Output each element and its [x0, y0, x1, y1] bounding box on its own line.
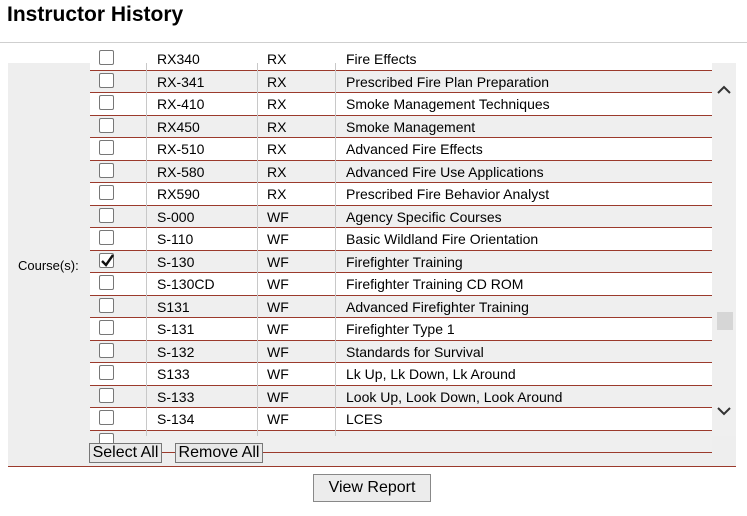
course-description: Prescribed Fire Behavior Analyst: [346, 186, 550, 202]
course-checkbox[interactable]: [99, 388, 114, 403]
course-label: Course(s):: [18, 258, 79, 273]
course-checkbox[interactable]: [99, 118, 114, 133]
course-category: RX: [267, 51, 287, 67]
course-description: Basic Wildland Fire Orientation: [346, 231, 539, 247]
course-row[interactable]: [90, 318, 712, 341]
course-row[interactable]: [90, 206, 712, 229]
course-checkbox-cell: [90, 318, 146, 340]
course-checkbox-cell: [90, 386, 146, 408]
course-code: RX590: [157, 186, 200, 202]
course-row[interactable]: [90, 386, 712, 409]
course-description: Firefighter Training: [346, 253, 463, 270]
course-row[interactable]: [90, 341, 712, 364]
course-category: RX: [267, 186, 287, 202]
course-description: Advanced Fire Effects: [346, 141, 483, 157]
course-checkbox[interactable]: [99, 208, 114, 223]
course-checkbox[interactable]: [99, 185, 114, 200]
course-row[interactable]: [90, 161, 712, 184]
course-category: WF: [267, 343, 289, 360]
course-description: Look Up, Look Down, Look Around: [346, 388, 563, 405]
course-code: RX-341: [157, 73, 205, 90]
course-checkbox[interactable]: [99, 365, 114, 380]
title-divider: [0, 42, 747, 43]
course-checkbox-cell: [90, 296, 146, 318]
course-code: RX-580: [157, 163, 205, 180]
course-row[interactable]: [90, 183, 712, 206]
course-category: RX: [267, 73, 287, 90]
page-title: Instructor History: [7, 3, 184, 26]
course-checkbox-cell: [90, 93, 146, 115]
course-row[interactable]: [90, 138, 712, 161]
course-description: Advanced Fire Use Applications: [346, 163, 544, 180]
select-all-button[interactable]: Select All: [89, 443, 162, 463]
course-checkbox-cell: [90, 116, 146, 138]
course-code: S-132: [157, 343, 195, 360]
course-code: S-000: [157, 208, 195, 225]
course-checkbox[interactable]: [99, 320, 114, 335]
course-row[interactable]: [90, 273, 712, 296]
course-checkbox-cell: [90, 363, 146, 385]
course-category: WF: [267, 253, 289, 270]
course-checkbox-cell: [90, 273, 146, 295]
course-description: Standards for Survival: [346, 343, 484, 360]
course-category: RX: [267, 96, 287, 112]
column-divider: [335, 63, 336, 436]
course-description: Lk Up, Lk Down, Lk Around: [346, 366, 516, 382]
course-checkbox[interactable]: [99, 343, 114, 358]
course-row[interactable]: [90, 71, 712, 94]
course-checkbox-cell: [90, 408, 146, 430]
course-code: S-130CD: [157, 276, 215, 292]
course-checkbox[interactable]: [99, 140, 114, 155]
course-category: WF: [267, 276, 289, 292]
course-checkbox[interactable]: [99, 95, 114, 110]
course-list[interactable]: [90, 51, 712, 436]
course-description: LCES: [346, 411, 383, 427]
course-category: RX: [267, 163, 287, 180]
course-code: S-130: [157, 253, 195, 270]
course-checkbox-cell: [90, 138, 146, 160]
course-code: S-134: [157, 411, 195, 427]
course-code: RX450: [157, 118, 200, 135]
course-checkbox[interactable]: [99, 163, 114, 178]
course-description: Advanced Firefighter Training: [346, 298, 529, 315]
chevron-up-icon[interactable]: [717, 85, 731, 95]
course-checkbox-cell: [90, 48, 146, 70]
course-code: RX-510: [157, 141, 205, 157]
view-report-button[interactable]: View Report: [313, 474, 431, 502]
course-category: WF: [267, 388, 289, 405]
course-checkbox-cell: [90, 228, 146, 250]
panel-divider: [8, 466, 736, 467]
course-checkbox-cell: [90, 206, 146, 228]
course-row[interactable]: [90, 408, 712, 431]
course-checkbox[interactable]: [99, 73, 114, 88]
course-checkbox[interactable]: [99, 230, 114, 245]
course-code: RX-410: [157, 96, 205, 112]
remove-all-button[interactable]: Remove All: [175, 443, 263, 463]
course-checkbox[interactable]: [99, 253, 114, 268]
course-category: WF: [267, 298, 289, 315]
chevron-down-icon[interactable]: [717, 406, 731, 416]
course-list-scrollbar[interactable]: [712, 63, 736, 436]
course-checkbox[interactable]: [99, 275, 114, 290]
course-category: WF: [267, 411, 289, 427]
column-divider: [257, 63, 258, 436]
course-description: Fire Effects: [346, 51, 417, 67]
course-checkbox[interactable]: [99, 298, 114, 313]
course-category: RX: [267, 118, 287, 135]
course-row[interactable]: [90, 93, 712, 116]
course-row[interactable]: [90, 363, 712, 386]
course-checkbox-cell: [90, 161, 146, 183]
course-category: WF: [267, 366, 289, 382]
course-checkbox[interactable]: [99, 410, 114, 425]
course-description: Prescribed Fire Plan Preparation: [346, 73, 550, 90]
course-row[interactable]: [90, 48, 712, 71]
column-divider: [146, 63, 147, 436]
course-category: RX: [267, 141, 287, 157]
course-code: S-131: [157, 321, 195, 337]
course-description: Smoke Management Techniques: [346, 96, 550, 112]
course-checkbox-cell: [90, 71, 146, 93]
course-code: S133: [157, 366, 190, 382]
course-row[interactable]: [90, 251, 712, 274]
course-category: WF: [267, 321, 289, 337]
course-row[interactable]: [90, 228, 712, 251]
course-description: Firefighter Type 1: [346, 321, 455, 337]
course-row[interactable]: [90, 116, 712, 139]
course-category: WF: [267, 231, 289, 247]
course-description: Smoke Management: [346, 118, 476, 135]
course-checkbox-cell: [90, 183, 146, 205]
course-checkbox-cell: [90, 341, 146, 363]
course-code: RX340: [157, 51, 200, 67]
course-code: S131: [157, 298, 190, 315]
course-code: S-133: [157, 388, 195, 405]
checkmark-icon: [100, 253, 115, 268]
course-checkbox-cell: [90, 251, 146, 273]
course-description: Firefighter Training CD ROM: [346, 276, 524, 292]
course-checkbox[interactable]: [99, 50, 114, 65]
course-row[interactable]: [90, 296, 712, 319]
course-description: Agency Specific Courses: [346, 208, 502, 225]
course-category: WF: [267, 208, 289, 225]
scrollbar-thumb[interactable]: [717, 312, 733, 330]
course-code: S-110: [157, 231, 194, 247]
